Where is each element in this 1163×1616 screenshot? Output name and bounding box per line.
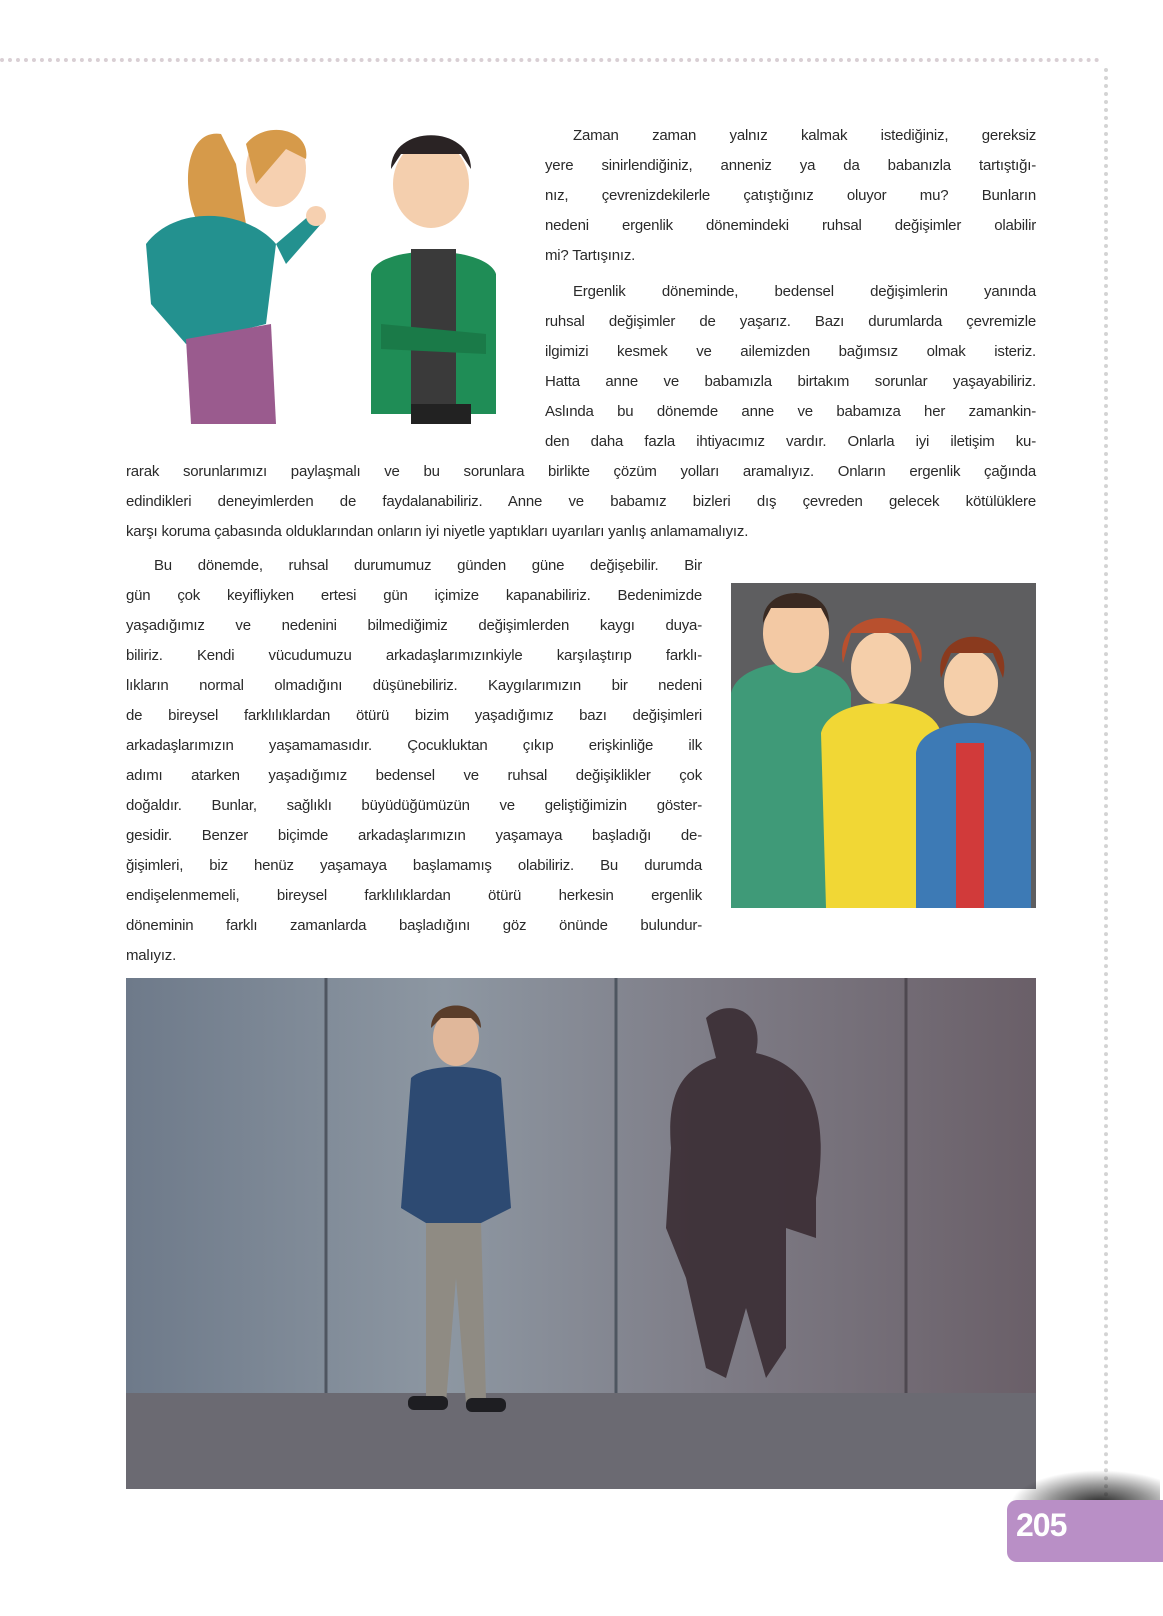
page-border-dotted-right — [1104, 68, 1108, 1498]
text-line: doğaldır. Bunlar, sağlıklı büyüdüğümüzün ve geliştiğimizin göster- — [126, 797, 702, 814]
text-line: gün çok keyifliyken ertesi gün içimize kapanabiliriz. Bedenimizde — [126, 587, 702, 604]
text-line: yaşadığımız ve nedenini bilmediğimiz değişimlerden kaygı duya- — [126, 617, 702, 634]
page-number: 205 — [1016, 1507, 1067, 1543]
page-border-dotted-top — [0, 58, 1100, 62]
photo-boy-with-superhero-shadow — [126, 978, 1036, 1489]
text-line: den daha fazla ihtiyacımız vardır. Onlarla iyi iletişim ku- — [545, 433, 1036, 450]
illustration-mother-and-teen — [126, 124, 518, 436]
text-line: de bireysel farklılıklardan ötürü bizim yaşadığımız bazı değişimleri — [126, 707, 702, 724]
text-line: endişelenmemeli, bireysel farklılıklardan ötürü herkesin ergenlik — [126, 887, 702, 904]
text-line: yere sinirlendiğiniz, anneniz ya da babanızla tartıştığı- — [545, 157, 1036, 174]
text-line: edindikleri deneyimlerden de faydalanabiliriz. Anne ve babamız bizleri dış çevreden gelecek kötülüklere — [126, 493, 1036, 510]
text-line: biliriz. Kendi vücudumuzu arkadaşlarımızınkiyle karşılaştırıp farklı- — [126, 647, 702, 664]
text-line: döneminin farklı zamanlarda başladığını göz önünde bulundur- — [126, 917, 702, 934]
text-line: gesidir. Benzer biçimde arkadaşlarımızın yaşamaya başladığı de- — [126, 827, 702, 844]
text-line: nız, çevrenizdekilerle çatıştığınız oluyor mu? Bunların — [545, 187, 1036, 204]
illustration-family — [731, 583, 1036, 908]
text-line: adımı atarken yaşadığımız bedensel ve ruhsal değişiklikler çok — [126, 767, 702, 784]
text-line: Zaman zaman yalnız kalmak istediğiniz, gereksiz — [573, 127, 1036, 144]
text-line: malıyız. — [126, 947, 177, 964]
text-line: mi? Tartışınız. — [545, 247, 636, 264]
text-line: ğişimleri, biz henüz yaşamaya başlamamış olabiliriz. Bu durumda — [126, 857, 702, 874]
text-line: Aslında bu dönemde anne ve babamıza her zamankin- — [545, 403, 1036, 420]
text-line: lıkların normal olmadığını düşünebiliriz. Kaygılarımızın bir nedeni — [126, 677, 702, 694]
page-tab-shadow — [1010, 1470, 1160, 1504]
text-line: Hatta anne ve babamızla birtakım sorunlar yaşayabiliriz. — [545, 373, 1036, 390]
text-line: ilgimizi kesmek ve ailemizden bağımsız olmak isteriz. — [545, 343, 1036, 360]
text-line: karşı koruma çabasında olduklarından onların iyi niyetle yaptıkları uyarıları yanlış anlamamalıyız. — [126, 523, 749, 540]
text-line: nedeni ergenlik dönemindeki ruhsal değişimler olabilir — [545, 217, 1036, 234]
text-line: ruhsal değişimler de yaşarız. Bazı durumlarda çevremizle — [545, 313, 1036, 330]
text-line: Ergenlik döneminde, bedensel değişimlerin yanında — [573, 283, 1036, 300]
text-line: arkadaşlarımızın yaşamamasıdır. Çocukluktan çıkıp erişkinliğe ilk — [126, 737, 702, 754]
text-line: Bu dönemde, ruhsal durumumuz günden güne değişebilir. Bir — [154, 557, 702, 574]
text-line: rarak sorunlarımızı paylaşmalı ve bu sorunlara birlikte çözüm yolları aramalıyız. Onların ergenlik çağında — [126, 463, 1036, 480]
